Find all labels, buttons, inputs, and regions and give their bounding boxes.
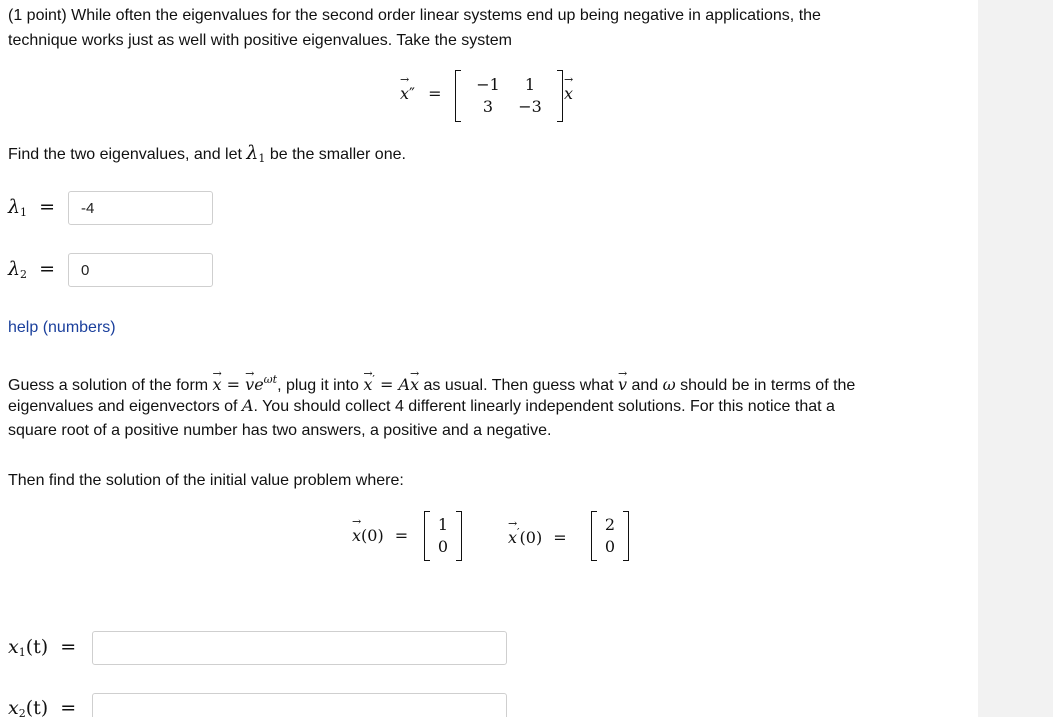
x1-input[interactable] — [92, 631, 507, 665]
lambda2-input[interactable] — [68, 253, 213, 287]
x2-label: $x_2(t)$ = — [8, 697, 77, 717]
matrix-cell: 3 — [482, 97, 494, 116]
lambda1-label: $\lambda_1$ = — [8, 196, 56, 219]
system-lhs: → x″ = — [400, 84, 442, 103]
ivp-prompt: Then find the solution of the initial value problem where: — [8, 472, 404, 489]
lambda1-input[interactable] — [68, 191, 213, 225]
x1-label: $x_1(t)$ = — [8, 636, 77, 659]
intro-line-2: technique works just as well with positive eigenvalues. Take the system — [8, 32, 512, 49]
help-numbers-link[interactable]: help (numbers) — [8, 319, 116, 336]
vector-cell: 0 — [604, 537, 616, 556]
xprime0-vector — [591, 511, 629, 561]
lambda2-label: $\lambda_2$ = — [8, 258, 56, 281]
x0-label: → x(0) = — [352, 526, 408, 545]
find-eigenvalues-prompt: Find the two eigenvalues, and let $\lambda_1$ be the smaller one. — [8, 142, 406, 165]
guess-line-1: Guess a solution of the form → x = → $ve^{\omega t}$, plug it into → x′ = A→ x as usual. Then guess what → v and ω should be in terms of the — [8, 367, 855, 398]
matrix-cell: −3 — [518, 97, 542, 116]
matrix-cell: −1 — [476, 75, 500, 94]
system-rhs: → x — [564, 84, 573, 103]
x0-vector — [424, 511, 462, 561]
system-matrix — [455, 70, 563, 122]
matrix-cell: 1 — [524, 75, 536, 94]
vector-cell: 0 — [437, 537, 449, 556]
x2-input[interactable] — [92, 693, 507, 717]
xprime0-label: → x′(0) = — [508, 526, 567, 547]
intro-line-1: (1 point) While often the eigenvalues for the second order linear systems end up being negative in applications, the — [8, 7, 821, 24]
vector-cell: 1 — [437, 515, 449, 534]
guess-line-2: eigenvalues and eigenvectors of A. You should collect 4 different linearly independent solutions. For this notice that a — [8, 396, 835, 415]
guess-line-3: square root of a positive number has two answers, a positive and a negative. — [8, 422, 552, 439]
vector-cell: 2 — [604, 515, 616, 534]
